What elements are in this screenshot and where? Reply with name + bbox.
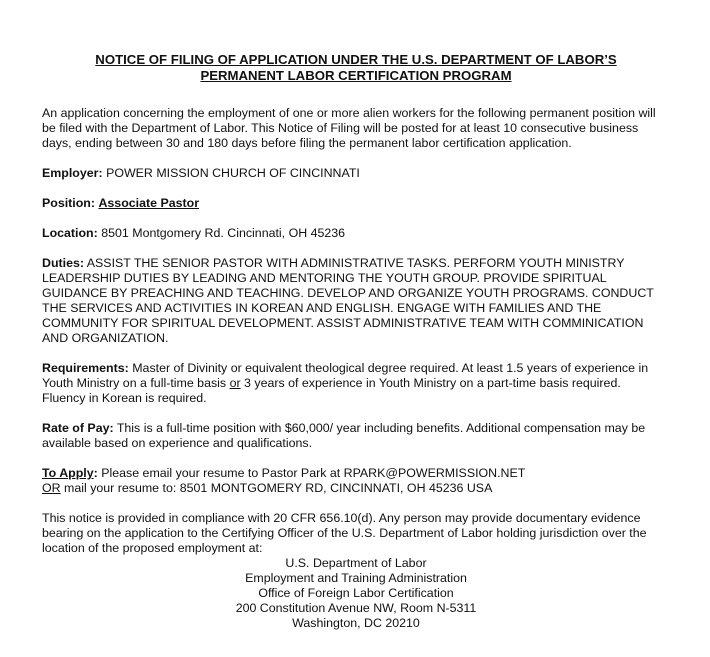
to-apply-label: To Apply — [42, 466, 94, 480]
title-line-1: NOTICE OF FILING OF APPLICATION UNDER THE U.S. DEPARTMENT OF LABOR’S — [95, 52, 617, 67]
rate-of-pay-value: This is a full-time position with $60,000/ year including benefits. Additional compensation may be available based on experience and qualifications. — [42, 421, 646, 450]
employer-row — [42, 166, 662, 181]
duties-colon: : — [79, 256, 85, 270]
intro-paragraph: An application concerning the employment of one or more alien workers for the following permanent position will be filed with the Department of Labor. This Notice of Filing will be posted for at least 10 consecutive business days, ending between 30 and 180 days before filing the permanent labor certification application. — [42, 106, 656, 150]
employer-label: Employer — [42, 166, 99, 180]
duties-label: Duties — [42, 256, 80, 270]
requirements-part-2: 3 years of experience in Youth Ministry on a part-time basis required. Fluency in Korean is required. — [42, 376, 621, 405]
location-value: 8501 Montgomery Rd. Cincinnati, OH 45236 — [101, 226, 346, 240]
employer-value: POWER MISSION CHURCH OF CINCINNATI — [106, 166, 360, 180]
rate-of-pay-colon: : — [109, 421, 114, 435]
employer-colon: : — [98, 166, 103, 180]
address-line-1: U.S. Department of Labor — [285, 556, 427, 570]
duties-value: ASSIST THE SENIOR PASTOR WITH ADMINISTRATIVE TASKS. PERFORM YOUTH MINISTRY LEADERSHIP DUTIES BY LEADING AND MENTORING THE YOUTH GROUP. PROVIDE SPIRITUAL GUIDANCE BY PREACHING AND TEACHING. DEVELOP AND ORGANIZE YOUTH PROGRAMS. CONDUCT THE SERVICES AND ACTIVITIES IN KOREAN AND ENGLISH. ENGAGE WITH FAMILIES AND THE COMMUNITY FOR SPIRITUAL DEVELOPMENT. ASSIST ADMINISTRATIVE TEAM WITH COMMINICATION AND ORGANIZATION. — [42, 256, 654, 345]
position-row — [42, 196, 662, 211]
to-apply-line-2 — [42, 481, 662, 496]
address-line-4: 200 Constitution Avenue NW, Room N-5311 — [235, 601, 477, 615]
to-apply-mail-text: mail your resume to: 8501 MONTGOMERY RD, CINCINNATI, OH 45236 USA — [64, 481, 493, 495]
title-line-2: PERMANENT LABOR CERTIFICATION PROGRAM — [200, 68, 512, 83]
requirements-label: Requirements — [42, 361, 125, 375]
position-colon: : — [90, 196, 96, 210]
requirements-part-1: Master of Divinity or equivalent theological degree required. At least 1.5 years of experience in Youth Ministry on a full-time basis — [42, 361, 649, 390]
location-colon: : — [93, 226, 98, 240]
to-apply-or: OR — [42, 481, 61, 495]
dol-address — [42, 556, 662, 631]
requirements-or: or — [229, 376, 241, 390]
compliance-paragraph: This notice is provided in compliance with 20 CFR 656.10(d). Any person may provide documentary evidence bearing on the application to the Certifying Officer of the U.S. Department of Labor holding jurisdiction over the location of the proposed employment at: — [42, 511, 647, 555]
duties-row — [42, 256, 662, 346]
requirements-colon: : — [124, 361, 129, 375]
address-line-3: Office of Foreign Labor Certification — [258, 586, 454, 600]
rate-of-pay-label: Rate of Pay — [42, 421, 110, 435]
position-label: Position — [42, 196, 91, 210]
notice-title — [42, 52, 662, 84]
notice-document — [42, 52, 662, 631]
position-value: Associate Pastor — [98, 196, 200, 210]
location-row — [42, 226, 662, 241]
location-label: Location — [42, 226, 94, 240]
rate-of-pay-row — [42, 421, 662, 451]
address-line-2: Employment and Training Administration — [245, 571, 467, 585]
to-apply-colon: : — [93, 466, 98, 480]
address-line-5: Washington, DC 20210 — [292, 616, 420, 630]
to-apply-line-1 — [42, 466, 662, 481]
to-apply-email-text: Please email your resume to Pastor Park at RPARK@POWERMISSION.NET — [101, 466, 526, 480]
requirements-row — [42, 361, 662, 406]
to-apply-row — [42, 466, 662, 496]
